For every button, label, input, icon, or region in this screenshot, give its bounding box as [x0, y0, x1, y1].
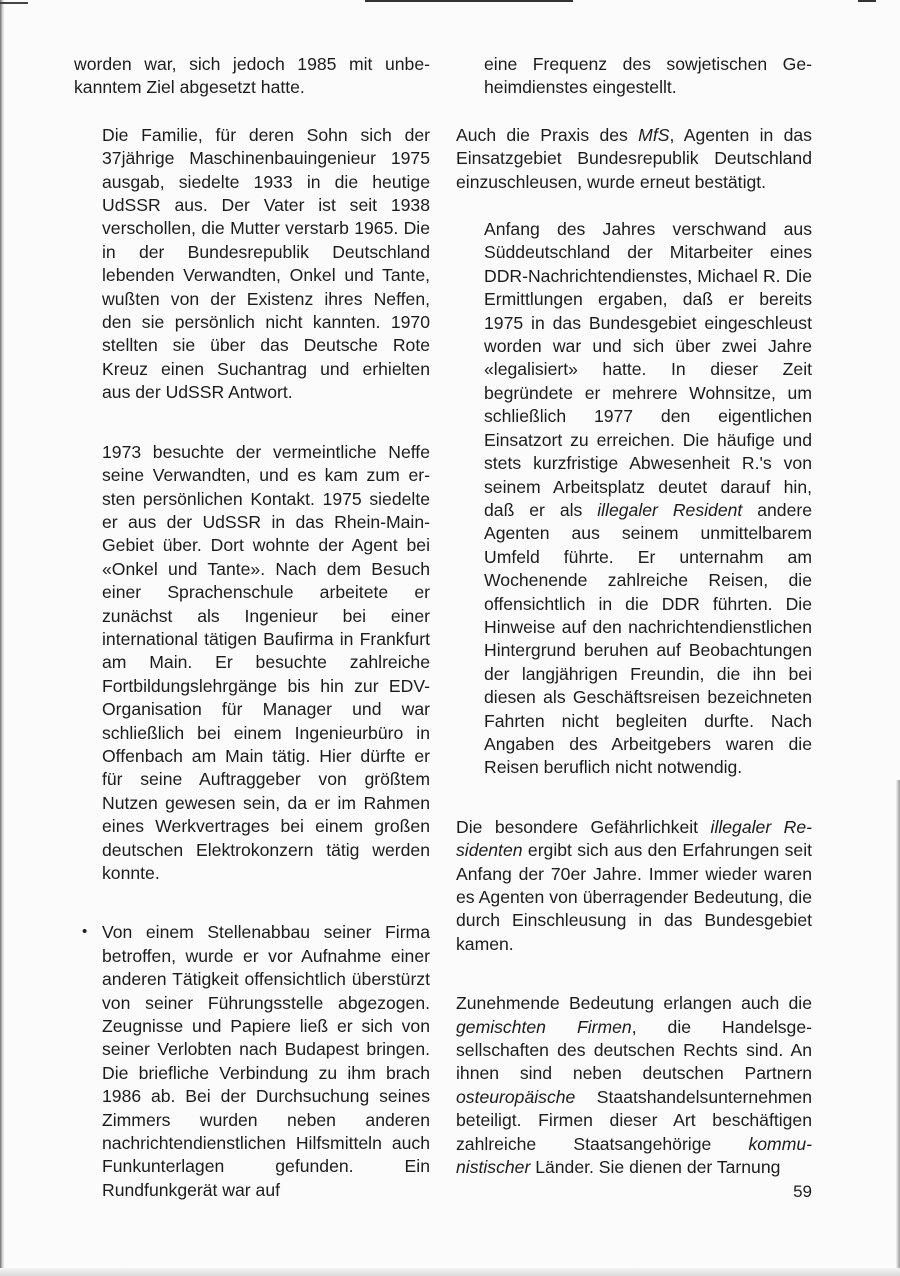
scan-top-rule: [365, 0, 573, 2]
bullet-icon: •: [82, 923, 88, 941]
right-paragraph-3: [456, 218, 812, 780]
left-paragraph-2: Die Familie, für deren Sohn sich der 37jährige Maschinenbauingenieur 1975 ausgab, siedelte 1933 in die heutige UdSSR aus. Der Vater ist seit 1938 verschollen, die Mutter verstarb 1965. Die in der Bundesrepublik Deutschland lebenden Verwandten, Onkel und Tante, wußten von der Existenz ihres Neffen, den sie persönlich nicht kannten. 1970 stellten sie über das Deutsche Rote Kreuz einen Suchantrag und erhielten aus der UdSSR Antwort.: [102, 124, 430, 403]
right-paragraph-2: [456, 124, 812, 194]
right-paragraph-5-text-c: Staatshandelsunternehmen beteiligt. Firmen dieser Art beschäftigen zahlreiche Staatsangehörige: [456, 1086, 812, 1154]
right-paragraph-2-text-a: Auch die Praxis des: [456, 124, 639, 145]
scan-edge-right: [896, 780, 900, 1270]
right-paragraph-1: eine Frequenz des sowjetischen Geheimdienstes eingestellt.: [484, 54, 812, 98]
left-paragraph-4: Von einem Stellenabbau seiner Firma betroffen, wurde er vor Aufnahme einer anderen Tätigkeit offensichtlich überstürzt von seiner Führungsstelle abgezogen. Zeugnisse und Papiere ließ er sich von seiner Verlobten nach Budapest bringen. Die briefliche Verbindung zu ihm brach 1986 ab. Bei der Durchsuchung seines Zimmers wurden neben anderen nachrichtendienstlichen Hilfsmitteln auch Funkunterlagen gefunden. Ein Rundfunkgerät war auf: [102, 922, 430, 1200]
right-paragraph-2-text-b: , Agenten in das Einsatzgebiet Bundesrepublik Deutschland einzuschleusen, wurde erneut bestätigt.: [456, 124, 812, 192]
right-paragraph-5-text-d: Länder. Sie dienen der Tarnung: [530, 1157, 781, 1178]
right-paragraph-4: [456, 816, 812, 956]
left-paragraph-3: 1973 besuchte der vermeintliche Neffe seine Verwandten, und es kam zum ersten persönlichen Kontakt. 1975 siedelte er aus der UdSSR in das Rhein-Main-Gebiet über. Dort wohnte der Agent bei «Onkel und Tante». Nach dem Besuch einer Sprachenschule arbeitete er zunächst als Ingenieur bei einer international tätigen Baufirma in Frankfurt am Main. Er besuchte zahlreiche Fortbildungslehrgänge bis hin zur EDV-Organisation für Manager und war schließlich bei einem Ingenieurbüro in Offenbach am Main tätig. Hier dürfte er für seine Auftraggeber von größtem Nutzen gewesen sein, da er im Rahmen eines Werkvertrages bei einem großen deutschen Elektrokonzern tätig werden konnte.: [102, 441, 430, 883]
right-paragraph-3-em: illegaler Resident: [597, 499, 743, 520]
left-column: [74, 53, 430, 1202]
right-paragraph-5: [456, 992, 812, 1179]
scan-edge-bottom: [0, 1268, 900, 1276]
right-paragraph-2-em: MfS: [638, 124, 670, 145]
right-column: [456, 53, 812, 1179]
scan-top-right-mark: [858, 0, 876, 2]
page-number: 59: [793, 1182, 812, 1201]
right-paragraph-5-em-3: kommunistischer: [456, 1133, 812, 1178]
left-paragraph-1: worden war, sich jedoch 1985 mit unbekanntem Ziel abgesetzt hatte.: [74, 54, 430, 98]
right-paragraph-5-em-2: osteuropäische: [456, 1086, 576, 1107]
right-paragraph-4-text-a: Die besondere Gefährlichkeit: [456, 816, 711, 837]
right-paragraph-3-text-a: Anfang des Jahres verschwand aus Süddeutschland der Mitarbeiter eines DDR-Nachrichtendienstes, Michael R. Die Ermittlungen ergaben, daß er bereits 1975 in das Bundesgebiet eingeschleust worden war und sich über zwei Jahre «legalisiert» hatte. In dieser Zeit begründete er mehrere Wohnsitze, um schließlich 1977 den eigentlichen Einsatzort zu erreichen. Die häufige und stets kurzfristige Abwesenheit R.'s von seinem Arbeitsplatz deutet darauf hin, daß er als: [484, 219, 812, 520]
scan-edge-left: [0, 0, 4, 1276]
right-paragraph-5-text-b: , die Handelsgesellschaften des deutschen Rechts sind. An ihnen sind neben deutschen Partnern: [456, 1016, 812, 1084]
right-paragraph-3-text-b: andere Agenten aus seinem unmittelbarem Umfeld führte. Er unternahm am Wochenende zahlreiche Reisen, die offensichtlich in die DDR führten. Die Hinweise auf den nachrichtendienstlichen Hintergrund beruhen auf Beobachtungen der langjährigen Freundin, die ihn bei diesen als Geschäftsreisen bezeichneten Fahrten nicht begleiten durfte. Nach Angaben des Arbeitgebers waren die Reisen beruflich nicht notwendig.: [484, 499, 812, 778]
scan-corner-mark: [0, 2, 28, 4]
left-bullet-item: [74, 921, 430, 1202]
right-paragraph-5-em-1: gemischten Firmen: [456, 1016, 632, 1037]
right-paragraph-4-text-b: ergibt sich aus den Erfahrungen seit Anfang der 70er Jahre. Immer wieder waren es Agenten von überragender Bedeutung, die durch Einschleusung in das Bundesgebiet kamen.: [456, 840, 812, 954]
right-paragraph-4-em: illegaler Residenten: [456, 816, 813, 861]
right-paragraph-5-text-a: Zunehmende Bedeutung erlangen auch die: [456, 993, 812, 1014]
